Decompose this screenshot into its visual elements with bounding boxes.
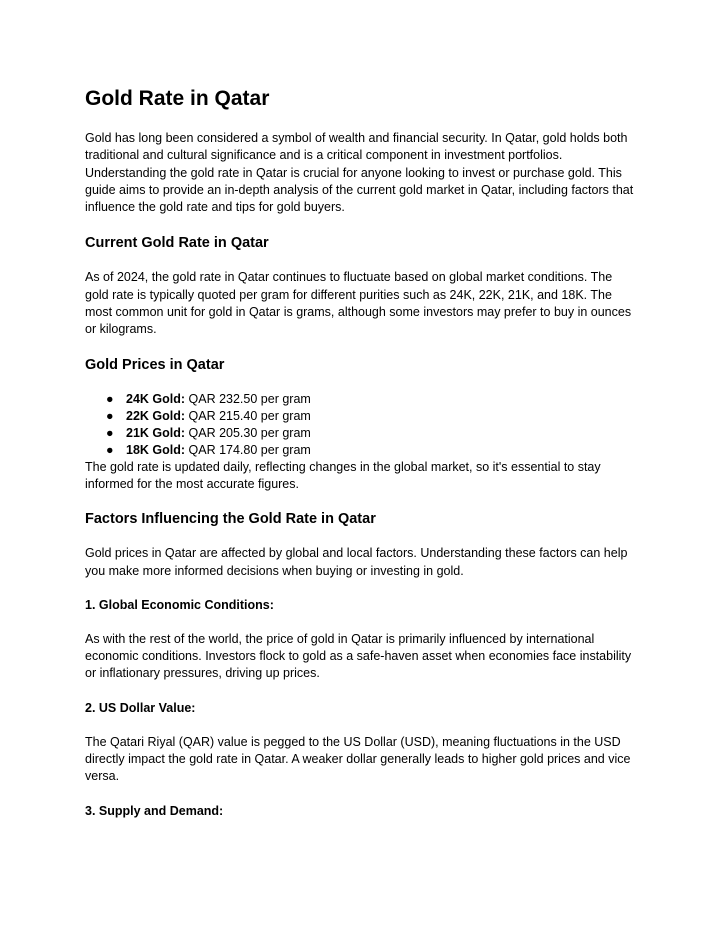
bullet-icon: ●	[106, 408, 114, 423]
factor-body-global-economy: As with the rest of the world, the price of gold in Qatar is primarily influenced by international economic conditions. Investors flock to gold as a safe-haven asset when economies face instability or inflationary pressures, driving up prices.	[85, 631, 632, 681]
bullet-icon: ●	[106, 442, 114, 457]
list-item	[106, 425, 636, 442]
factor-body-us-dollar: The Qatari Riyal (QAR) value is pegged to the US Dollar (USD), meaning fluctuations in the USD directly impact the gold rate in Qatar. A weaker dollar generally leads to higher gold prices and vice versa.	[85, 734, 631, 784]
intro-paragraph: Gold has long been considered a symbol of wealth and financial security. In Qatar, gold holds both traditional and cultural significance and is a critical component in investment portfolios. Understanding the gold rate in Qatar is crucial for anyone looking to invest or purchase gold. This guide aims to provide an in-depth analysis of the current gold market in Qatar, including factors that influence the gold rate and tips for gold buyers.	[85, 131, 634, 215]
price-value: QAR 232.50 per gram	[185, 391, 311, 406]
factors-intro-paragraph: Gold prices in Qatar are affected by global and local factors. Understanding these factors can help you make more informed decisions when buying or investing in gold.	[85, 546, 628, 578]
gold-prices-list	[85, 391, 636, 459]
gold-prices-heading: Gold Prices in Qatar	[85, 356, 225, 373]
list-item	[106, 442, 636, 459]
bullet-icon: ●	[106, 391, 114, 406]
factor-heading-global-economy: 1. Global Economic Conditions:	[85, 597, 274, 612]
factors-heading: Factors Influencing the Gold Rate in Qatar	[85, 511, 376, 528]
price-label: 22K Gold:	[126, 408, 186, 423]
price-value: QAR 215.40 per gram	[185, 408, 311, 423]
price-value: QAR 174.80 per gram	[185, 442, 311, 457]
factor-heading-us-dollar: 2. US Dollar Value:	[85, 700, 196, 715]
list-item	[106, 391, 636, 408]
factor-heading-supply-demand: 3. Supply and Demand:	[85, 803, 224, 818]
price-label: 21K Gold:	[126, 425, 186, 440]
price-value: QAR 205.30 per gram	[185, 425, 311, 440]
page-title: Gold Rate in Qatar	[85, 87, 270, 110]
price-label: 24K Gold:	[126, 391, 186, 406]
price-label: 18K Gold:	[126, 442, 186, 457]
bullet-icon: ●	[106, 425, 114, 440]
list-item	[106, 408, 636, 425]
price-note-paragraph: The gold rate is updated daily, reflecting changes in the global market, so it's essential to stay informed for the most accurate figures.	[85, 459, 601, 491]
current-rate-heading: Current Gold Rate in Qatar	[85, 235, 269, 252]
current-rate-paragraph: As of 2024, the gold rate in Qatar continues to fluctuate based on global market conditions. The gold rate is typically quoted per gram for different purities such as 24K, 22K, 21K, and 18K. The most common unit for gold in Qatar is grams, although some investors may prefer to buy in ounces or kilograms.	[85, 270, 632, 337]
